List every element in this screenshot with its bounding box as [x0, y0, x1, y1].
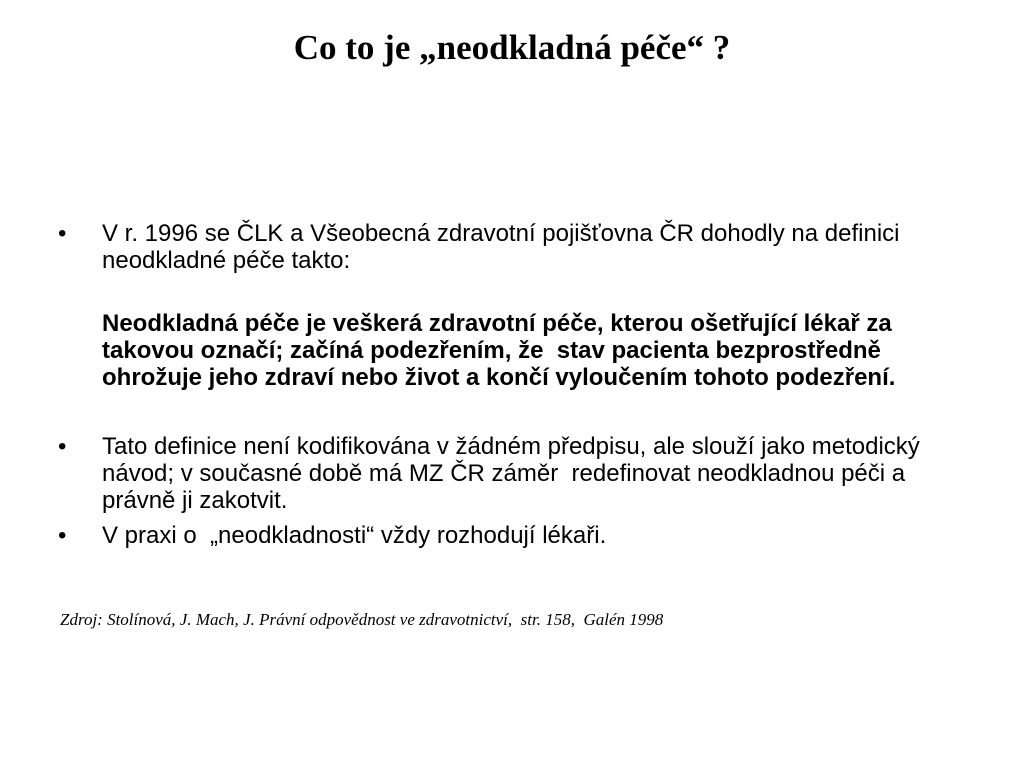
slide-title: Co to je „neodkladná péče“ ?: [293, 28, 731, 67]
bullet-marker: •: [58, 220, 67, 247]
bullet-text: V r. 1996 se ČLK a Všeobecná zdravotní pojišťovna ČR dohodly na definici neodkladné péče takto:: [102, 220, 907, 274]
source-citation: Zdroj: Stolínová, J. Mach, J. Právní odpovědnost ve zdravotnictví, str. 158, Galén 1998: [60, 610, 664, 629]
bullet-marker: •: [58, 433, 67, 460]
slide-content: [58, 220, 968, 549]
bullet-text: V praxi o „neodkladnosti“ vždy rozhodují lékaři.: [102, 522, 607, 549]
bullet-item-2: [58, 433, 968, 514]
bullet-marker: •: [58, 522, 67, 549]
definition-text: Neodkladná péče je veškerá zdravotní péče, kterou ošetřující lékař za takovou označí; začíná podezřením, že stav pacienta bezprostředně ohrožuje jeho zdraví nebo život a končí vyloučením tohoto podezření.: [102, 310, 899, 391]
bullet-text: Tato definice není kodifikována v žádném předpisu, ale slouží jako metodický návod; v současné době má MZ ČR záměr redefinovat neodkladnou péči a právně ji zakotvit.: [102, 433, 927, 514]
bullet-item-1: [58, 220, 968, 274]
bullet-item-3: [58, 522, 968, 549]
